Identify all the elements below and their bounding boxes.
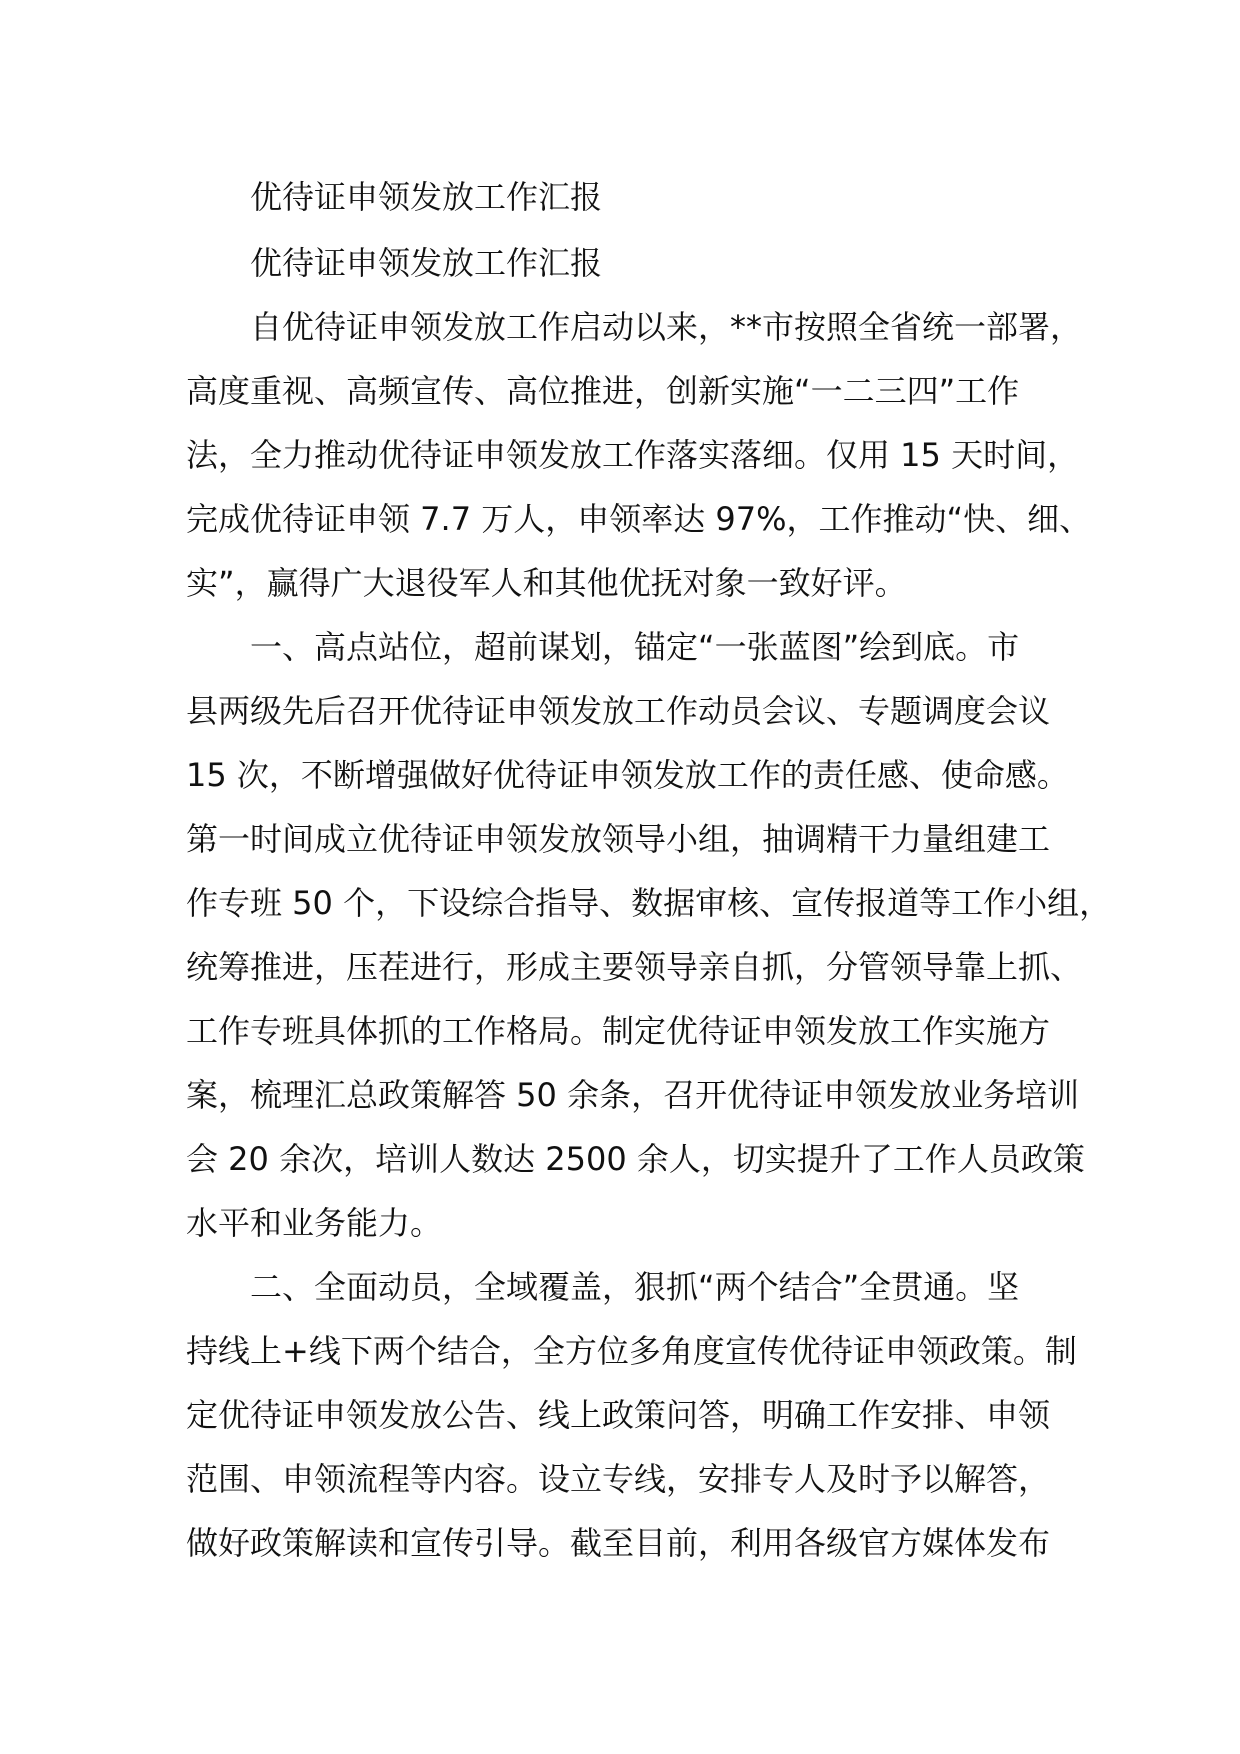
document-title: 优待证申领发放工作汇报 — [250, 178, 603, 216]
document-subtitle: 优待证申领发放工作汇报 — [250, 244, 603, 282]
paragraph-3-line-2: 持线上+线下两个结合，全方位多角度宣传优待证申领政策。制 — [186, 1332, 1077, 1370]
paragraph-2-line-7: 工作专班具体抓的工作格局。制定优待证申领发放工作实施方 — [186, 1012, 1051, 1050]
paragraph-3-line-3: 定优待证申领发放公告、线上政策问答，明确工作安排、申领 — [186, 1396, 1051, 1434]
paragraph-1-line-5: 实”，赢得广大退役军人和其他优抚对象一致好评。 — [186, 564, 907, 602]
paragraph-3-line-4: 范围、申领流程等内容。设立专线，安排专人及时予以解答， — [186, 1460, 1051, 1498]
paragraph-2-line-8: 案，梳理汇总政策解答 50 余条，召开优待证申领发放业务培训 — [186, 1076, 1080, 1114]
paragraph-2-line-9: 会 20 余次，培训人数达 2500 余人，切实提升了工作人员政策 — [186, 1140, 1085, 1178]
paragraph-1-line-3: 法，全力推动优待证申领发放工作落实落细。仅用 15 天时间， — [186, 436, 1080, 474]
paragraph-2-line-4: 第一时间成立优待证申领发放领导小组，抽调精干力量组建工 — [186, 820, 1051, 858]
paragraph-3-line-5: 做好政策解读和宣传引导。截至目前，利用各级官方媒体发布 — [186, 1524, 1051, 1562]
paragraph-2-line-2: 县两级先后召开优待证申领发放工作动员会议、专题调度会议 — [186, 692, 1051, 730]
paragraph-2-line-3: 15 次，不断增强做好优待证申领发放工作的责任感、使命感。 — [186, 756, 1069, 794]
paragraph-2-line-1: 一、高点站位，超前谋划，锚定“一张蓝图”绘到底。市 — [250, 628, 1020, 666]
paragraph-2-line-5: 作专班 50 个，下设综合指导、数据审核、宣传报道等工作小组， — [186, 884, 1112, 922]
paragraph-2-line-6: 统筹推进，压茬进行，形成主要领导亲自抓，分管领导靠上抓、 — [186, 948, 1083, 986]
paragraph-3-line-1: 二、全面动员，全域覆盖，狠抓“两个结合”全贯通。坚 — [250, 1268, 1020, 1306]
paragraph-1-line-4: 完成优待证申领 7.7 万人，申领率达 97%，工作推动“快、细、 — [186, 500, 1092, 538]
paragraph-1-line-2: 高度重视、高频宣传、高位推进，创新实施“一二三四”工作 — [186, 372, 1020, 410]
paragraph-2-line-10: 水平和业务能力。 — [186, 1204, 443, 1242]
paragraph-1-line-1: 自优待证申领发放工作启动以来，**市按照全省统一部署， — [250, 308, 1083, 346]
